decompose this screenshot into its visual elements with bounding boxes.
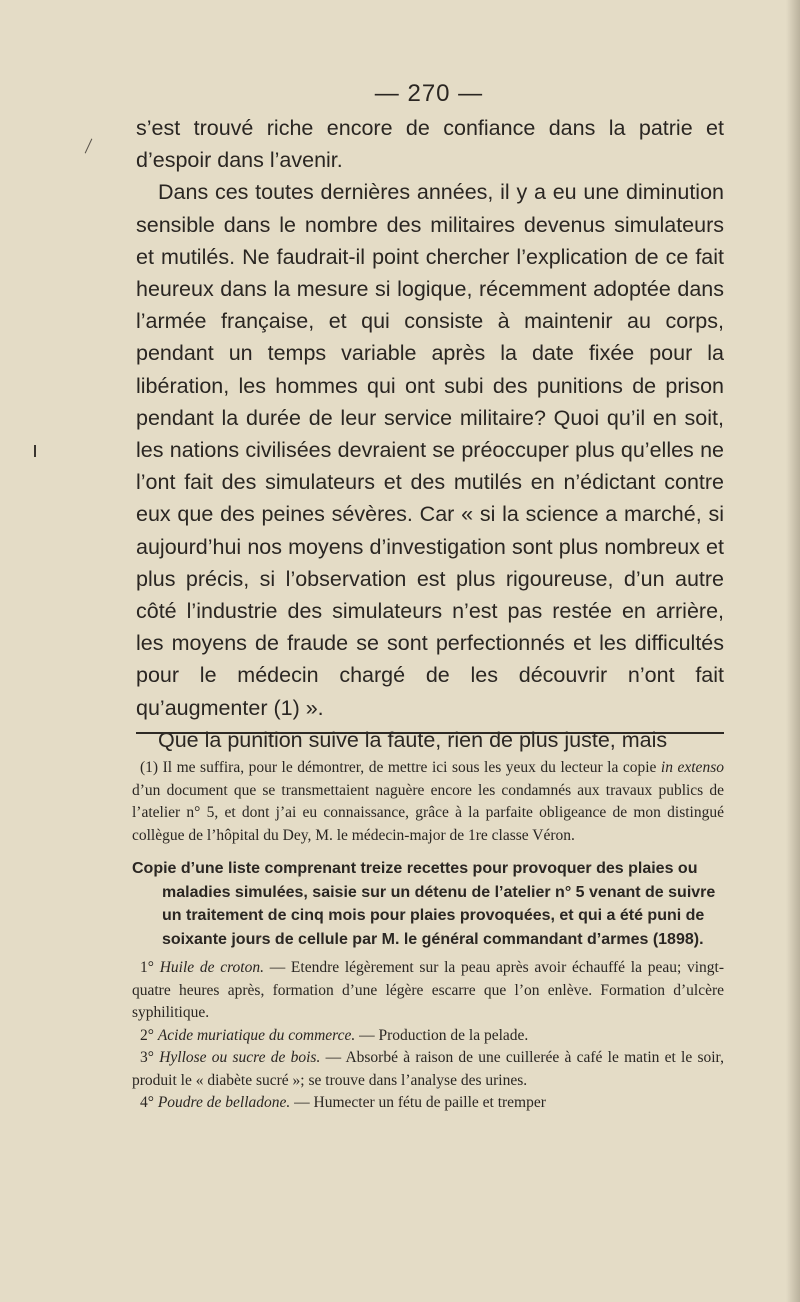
recipe-item: [132, 957, 724, 1025]
footnote-text: (1) Il me suffira, pour le démontrer, de mettre ici sous les yeux du lecteur la copie: [140, 759, 661, 776]
footnotes: [132, 757, 724, 1115]
recipe-text: — Humecter un fétu de paille et tremper: [290, 1094, 546, 1111]
paragraph-continued-end: [136, 144, 724, 176]
document-heading: Copie d’une liste comprenant treize recettes pour provoquer des plaies ou maladies simulées, saisie sur un détenu de l’atelier n° 5 venant de suivre un traitement de cinq mois pour plaies provoquées, et qui a été puni de soixante jours de cellule par M. le général commandant d’armes (1898).: [132, 860, 716, 948]
body-line: d’espoir dans l’avenir.: [136, 148, 343, 173]
footnote-divider: [136, 732, 724, 734]
footnote-text: d’un document que se transmettaient naguère encore les condamnés aux travaux publics de l’atelier n° 5, et dont j’ai eu connaissance, grâce à la parfaite obligeance de mon distingué collègue de l’hôpital du Dey, M. le médecin-major de 1re classe Véron.: [132, 781, 724, 844]
recipe-number: 1°: [140, 959, 160, 976]
paragraph: Dans ces toutes dernières années, il y a eu une diminution sensible dans le nombre des militaires devenus simulateurs et mutilés. Ne faudrait-il point chercher l’explication de ce fait heureux dans la mesure si logique, récemment adoptée dans l’armée française, et qui consiste à maintenir au corps, pendant un temps variable après la date fixée pour la libération, les hommes qui ont subi des punitions de prison pendant la durée de leur service militaire? Quoi qu’il en soit, les nations civilisées devraient se préoccuper plus qu’elles ne l’ont fait des simulateurs et des mutilés en n’édictant contre eux que des peines sévères. Car « si la science a marché, si aujourd’hui nos moyens d’investigation sont plus nombreux et plus précis, si l’observation est plus rigoureuse, d’un autre côté l’industrie des simulateurs n’est pas restée en arrière, les moyens de fraude se sont perfectionnés et les difficultés pour le médecin chargé de les découvrir n’ont fait qu’augmenter (1) ».: [136, 180, 724, 720]
margin-mark: [85, 139, 93, 154]
margin-mark: [34, 445, 36, 457]
footnote-italic: in extenso: [660, 759, 724, 776]
recipe-name: Huile de croton.: [159, 959, 264, 976]
recipe-item: [132, 1047, 724, 1092]
main-text: [136, 112, 724, 756]
recipe-text: — Etendre légèrement sur la peau après avoir échauffé la peau; vingt-quatre heures après, formation d’une légère escarre que l’on enlève. Formation d’ulcère syphilitique.: [132, 959, 725, 1021]
page-edge-shadow: [786, 0, 800, 1302]
recipe-text: — Absorbé à raison de une cuillerée à café le matin et le soir, produit le « diabète sucré »; se trouve dans l’analyse des urines.: [132, 1049, 724, 1089]
recipe-text: — Production de la pelade.: [355, 1026, 529, 1044]
recipe-name: Poudre de belladone.: [157, 1094, 291, 1111]
recipe-number: 4°: [140, 1094, 158, 1111]
recipe-number: 3°: [140, 1049, 160, 1066]
paragraph: Que la punition suive la faute, rien de plus juste, mais: [158, 727, 668, 752]
recipe-item: [132, 1092, 724, 1115]
recipe-number: 2°: [140, 1026, 158, 1044]
recipe-name: Acide muriatique du commerce.: [157, 1026, 356, 1044]
body-line: s’est trouvé riche encore de confiance dans la patrie et: [136, 116, 724, 140]
recipe-item: [132, 1025, 724, 1048]
page-number: — 270 —: [374, 80, 484, 107]
recipe-name: Hyllose ou sucre de bois.: [159, 1049, 321, 1066]
footnote: [132, 757, 724, 847]
paragraph-continued: [136, 112, 724, 144]
